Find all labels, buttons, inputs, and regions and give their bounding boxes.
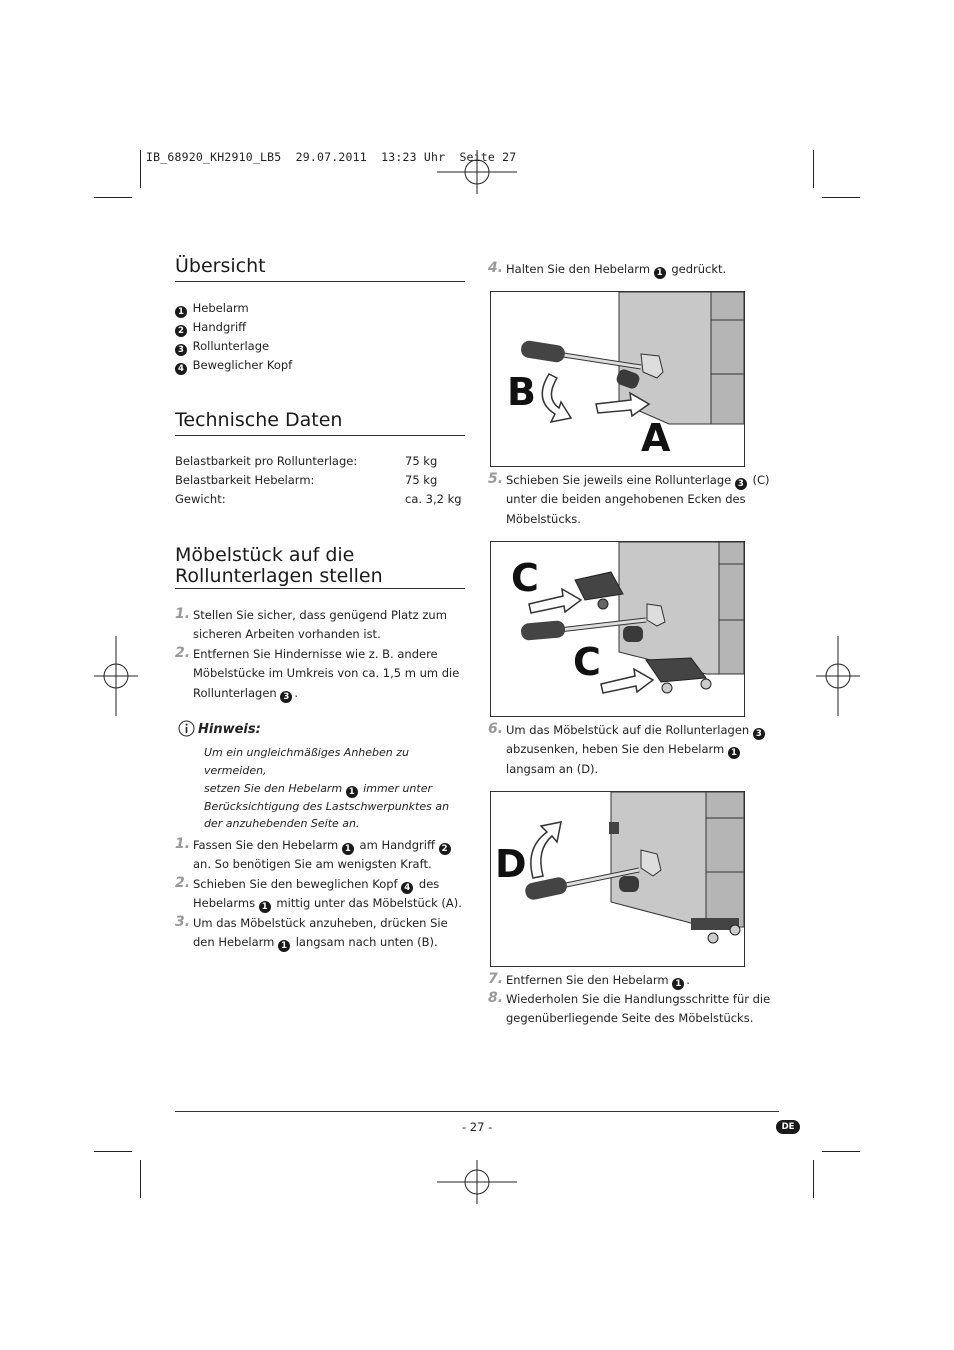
placing-heading: Möbelstück auf die Rollunterlagen stellen [175,544,383,587]
registration-mark-left [94,636,154,716]
number-badge: 1 [728,747,740,759]
tech-rule [175,435,465,436]
info-icon [178,720,195,737]
number-badge: 1 [259,901,271,913]
figure-label-c: C [573,640,601,684]
overview-rule [175,281,465,282]
tech-row-label: Belastbarkeit Hebelarm: [175,473,315,487]
figure-lift [490,291,745,467]
figure-label-d: D [495,842,527,886]
figure-label-a: A [641,416,671,460]
figure-rollers [490,541,745,717]
footer-rule [175,1111,779,1112]
number-badge: 3 [175,344,187,356]
registration-mark-top [437,150,517,210]
number-badge: 3 [753,728,765,740]
overview-heading: Übersicht [175,255,266,277]
print-slug: IB_68920_KH2910_LB5 29.07.2011 13:23 Uhr Seite 27 [146,150,517,164]
number-badge: 4 [401,882,413,894]
overview-item: 3 Rollunterlage [175,337,269,356]
tech-row-value: 75 kg [405,473,438,487]
registration-mark-bottom [437,1160,517,1204]
number-badge: 3 [735,478,747,490]
overview-item: 2 Handgriff [175,318,246,337]
hint-text: Um ein ungleichmäßiges Anheben zu vermeiden, setzen Sie den Hebelarm 1 immer unter Berücksichtigung des Lastschwerpunktes an der anzuhebenden Seite an. [204,746,450,831]
tech-heading: Technische Daten [175,409,343,431]
overview-item: 4 Beweglicher Kopf [175,356,292,375]
tech-row-label: Belastbarkeit pro Rollunterlage: [175,454,358,468]
number-badge: 2 [439,843,451,855]
number-badge: 1 [175,306,187,318]
figure-label-b: B [507,370,536,414]
registration-mark-right [816,636,876,716]
overview-item: 1 Hebelarm [175,299,249,318]
number-badge: 2 [175,325,187,337]
hint-title: Hinweis: [198,722,261,737]
placing-rule [175,588,465,589]
number-badge: 1 [278,940,290,952]
number-badge: 1 [346,786,358,798]
language-badge: DE [776,1120,800,1134]
number-badge: 1 [672,978,684,990]
number-badge: 1 [654,267,666,279]
figure-label-c: C [511,556,539,600]
tech-row-value: ca. 3,2 kg [405,492,462,506]
figure-lower [490,791,745,967]
tech-row-value: 75 kg [405,454,438,468]
page-number: - 27 - [462,1120,493,1134]
number-badge: 3 [280,691,292,703]
number-badge: 4 [175,363,187,375]
number-badge: 1 [342,843,354,855]
tech-row-label: Gewicht: [175,492,226,506]
